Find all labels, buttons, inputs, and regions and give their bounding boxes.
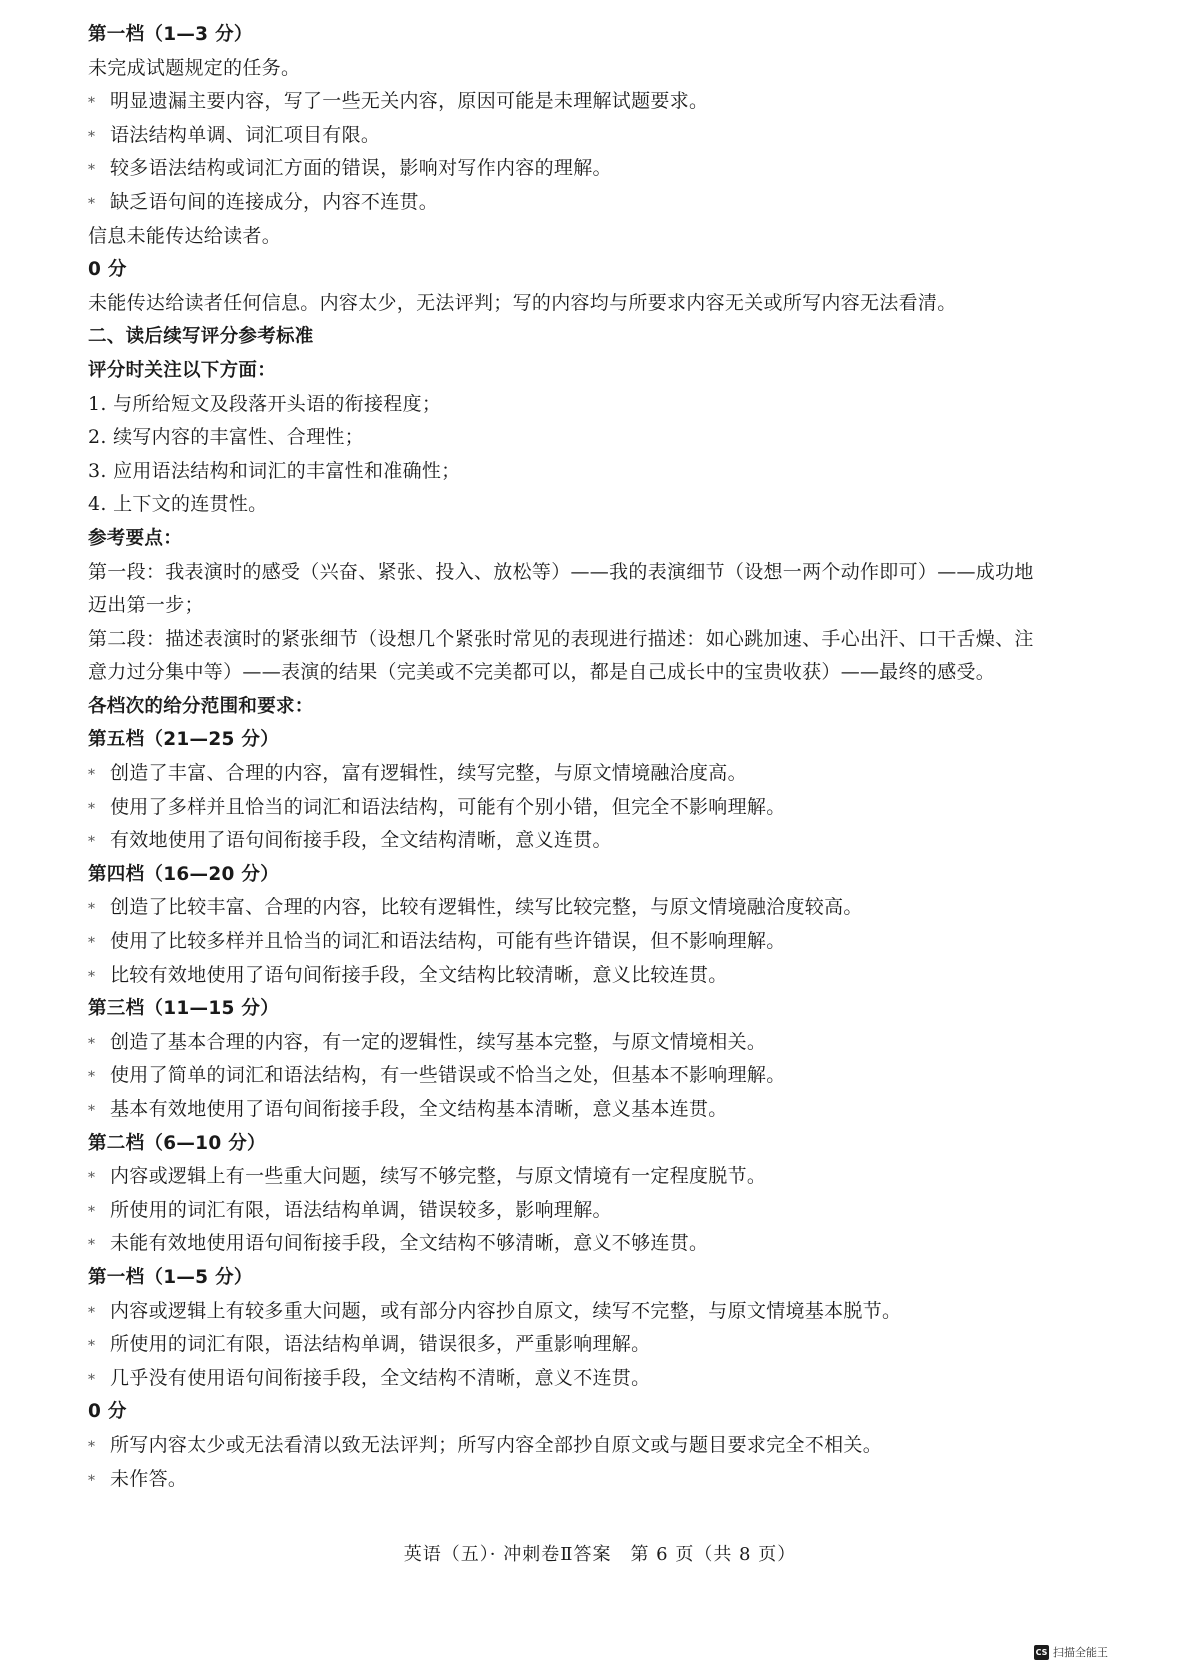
- line-text: 使用了多样并且恰当的词汇和语法结构，可能有个别小错，但完全不影响理解。: [110, 795, 786, 818]
- line-text: 基本有效地使用了语句间衔接手段，全文结构基本清晰，意义基本连贯。: [110, 1098, 728, 1120]
- bullet-item: [88, 1093, 1128, 1127]
- bullet-mark-icon: *: [88, 1371, 96, 1388]
- bullet-mark-icon: *: [88, 901, 96, 918]
- line-text: 明显遗漏主要内容，写了一些无关内容，原因可能是未理解试题要求。: [110, 90, 709, 113]
- section-heading: [88, 723, 1128, 757]
- line-text: 第五档（21—25 分）: [88, 729, 280, 751]
- line-text: 语法结构单调、词汇项目有限。: [110, 123, 381, 146]
- bullet-mark-icon: *: [88, 834, 96, 851]
- line-text: 有效地使用了语句间衔接手段，全文结构清晰，意义连贯。: [110, 829, 612, 852]
- bullet-mark-icon: *: [88, 1338, 96, 1355]
- bullet-item: [88, 1295, 1128, 1329]
- text-line: [88, 488, 1128, 522]
- line-text: 参考要点：: [88, 527, 183, 549]
- bullet-item: [88, 1194, 1128, 1228]
- bullet-item: [88, 1059, 1128, 1093]
- bullet-item: [88, 925, 1128, 959]
- section-heading: [88, 522, 1128, 556]
- bullet-item: [88, 757, 1128, 791]
- line-text: 创造了基本合理的内容，有一定的逻辑性，续写基本完整，与原文情境相关。: [110, 1030, 767, 1053]
- line-text: 内容或逻辑上有较多重大问题，或有部分内容抄自原文，续写不完整，与原文情境基本脱节。: [110, 1299, 902, 1322]
- section-heading: [88, 1395, 1128, 1429]
- section-heading: [88, 690, 1128, 724]
- document-page: [88, 18, 1128, 1496]
- bullet-item: [88, 186, 1128, 220]
- section-heading: [88, 320, 1128, 354]
- text-line: [88, 421, 1128, 455]
- line-text: 第一档（1—5 分）: [88, 1266, 253, 1288]
- bullet-item: [88, 1362, 1128, 1396]
- bullet-item: [88, 152, 1128, 186]
- bullet-mark-icon: *: [88, 1304, 96, 1321]
- section-heading: [88, 992, 1128, 1026]
- bullet-mark-icon: *: [88, 1069, 96, 1086]
- text-line: [88, 388, 1128, 422]
- text-line: [88, 556, 1128, 590]
- text-line: [88, 589, 1128, 623]
- scanner-logo-icon: CS: [1034, 1645, 1049, 1660]
- section-heading: [88, 253, 1128, 287]
- line-text: 几乎没有使用语句间衔接手段，全文结构不清晰，意义不连贯。: [110, 1366, 651, 1389]
- line-text: 各档次的给分范围和要求：: [88, 695, 314, 717]
- line-text: 第三档（11—15 分）: [88, 998, 280, 1020]
- bullet-item: [88, 1463, 1128, 1497]
- section-heading: [88, 18, 1128, 52]
- line-text: 1. 与所给短文及段落开头语的衔接程度；: [88, 392, 442, 415]
- bullet-mark-icon: *: [88, 1170, 96, 1187]
- line-text: 未能有效地使用语句间衔接手段，全文结构不够清晰，意义不够连贯。: [110, 1232, 709, 1255]
- bullet-item: [88, 891, 1128, 925]
- section-heading: [88, 858, 1128, 892]
- line-text: 使用了简单的词汇和语法结构，有一些错误或不恰当之处，但基本不影响理解。: [110, 1064, 786, 1087]
- bullet-mark-icon: *: [88, 1438, 96, 1455]
- bullet-mark-icon: *: [88, 1103, 96, 1119]
- text-line: [88, 455, 1128, 489]
- section-heading: [88, 1127, 1128, 1161]
- line-text: 比较有效地使用了语句间衔接手段，全文结构比较清晰，意义比较连贯。: [110, 963, 728, 986]
- section-heading: [88, 1261, 1128, 1295]
- bullet-mark-icon: *: [88, 1472, 96, 1489]
- line-text: 第四档（16—20 分）: [88, 863, 280, 885]
- text-line: [88, 287, 1128, 321]
- line-text: 第二段：描述表演时的紧张细节（设想几个紧张时常见的表现进行描述：如心跳加速、手心出汗、口干舌燥、注: [88, 627, 1034, 650]
- text-line: [88, 52, 1128, 86]
- line-text: 迈出第一步；: [88, 594, 204, 617]
- bullet-item: [88, 1160, 1128, 1194]
- text-line: [88, 656, 1128, 690]
- bullet-mark-icon: *: [88, 162, 96, 179]
- text-line: [88, 623, 1128, 657]
- bullet-mark-icon: *: [88, 800, 96, 817]
- bullet-item: [88, 85, 1128, 119]
- bullet-mark-icon: *: [88, 1203, 96, 1220]
- text-line: [88, 220, 1128, 254]
- line-text: 所使用的词汇有限，语法结构单调，错误很多，严重影响理解。: [110, 1333, 651, 1356]
- line-text: 0 分: [88, 259, 127, 281]
- bullet-mark-icon: *: [88, 195, 96, 212]
- line-text: 第二档（6—10 分）: [88, 1132, 266, 1154]
- line-text: 所写内容太少或无法看清以致无法评判；所写内容全部抄自原文或与题目要求完全不相关。: [110, 1433, 883, 1456]
- line-text: 2. 续写内容的丰富性、合理性；: [88, 426, 364, 449]
- line-text: 创造了丰富、合理的内容，富有逻辑性，续写完整，与原文情境融洽度高。: [110, 762, 747, 785]
- bullet-mark-icon: *: [88, 128, 96, 145]
- bullet-item: [88, 1429, 1128, 1463]
- line-text: 创造了比较丰富、合理的内容，比较有逻辑性，续写比较完整，与原文情境融洽度较高。: [110, 896, 863, 919]
- bullet-item: [88, 959, 1128, 993]
- line-text: 第一档（1—3 分）: [88, 24, 253, 45]
- bullet-mark-icon: *: [88, 1237, 96, 1254]
- line-text: 0 分: [88, 1401, 127, 1423]
- bullet-mark-icon: *: [88, 767, 96, 784]
- scanner-watermark: [1034, 1644, 1108, 1660]
- line-text: 未完成试题规定的任务。: [88, 56, 301, 79]
- bullet-item: [88, 824, 1128, 858]
- line-text: 内容或逻辑上有一些重大问题，续写不够完整，与原文情境有一定程度脱节。: [110, 1165, 767, 1188]
- bullet-item: [88, 1026, 1128, 1060]
- bullet-item: [88, 1227, 1128, 1261]
- bullet-item: [88, 1328, 1128, 1362]
- bullet-mark-icon: *: [88, 968, 96, 985]
- line-text: 使用了比较多样并且恰当的词汇和语法结构，可能有些许错误，但不影响理解。: [110, 930, 786, 953]
- page-footer: 英语（五）· 冲刺卷Ⅱ答案 第 6 页（共 8 页）: [403, 1544, 797, 1565]
- line-text: 未作答。: [110, 1467, 188, 1490]
- line-text: 缺乏语句间的连接成分，内容不连贯。: [110, 190, 439, 213]
- section-heading: [88, 354, 1128, 388]
- bullet-item: [88, 119, 1128, 153]
- line-text: 4. 上下文的连贯性。: [88, 493, 268, 516]
- bullet-mark-icon: *: [88, 1035, 96, 1052]
- line-text: 第一段：我表演时的感受（兴奋、紧张、投入、放松等）——我的表演细节（设想一两个动作即可）——成功地: [88, 560, 1034, 583]
- line-text: 未能传达给读者任何信息。内容太少，无法评判；写的内容均与所要求内容无关或所写内容无法看清。: [88, 291, 957, 314]
- bullet-mark-icon: *: [88, 935, 96, 952]
- line-text: 信息未能传达给读者。: [88, 224, 282, 247]
- line-text: 意力过分集中等）——表演的结果（完美或不完美都可以，都是自己成长中的宝贵收获）——最终的感受。: [88, 661, 996, 684]
- bullet-item: [88, 791, 1128, 825]
- line-text: 评分时关注以下方面：: [88, 359, 277, 381]
- line-text: 较多语法结构或词汇方面的错误，影响对写作内容的理解。: [110, 157, 612, 180]
- scanner-label: 扫描全能王: [1053, 1646, 1108, 1659]
- bullet-mark-icon: *: [88, 95, 96, 112]
- line-text: 所使用的词汇有限，语法结构单调，错误较多，影响理解。: [110, 1198, 612, 1221]
- line-text: 二、读后续写评分参考标准: [88, 326, 314, 348]
- line-text: 3. 应用语法结构和词汇的丰富性和准确性；: [88, 459, 461, 482]
